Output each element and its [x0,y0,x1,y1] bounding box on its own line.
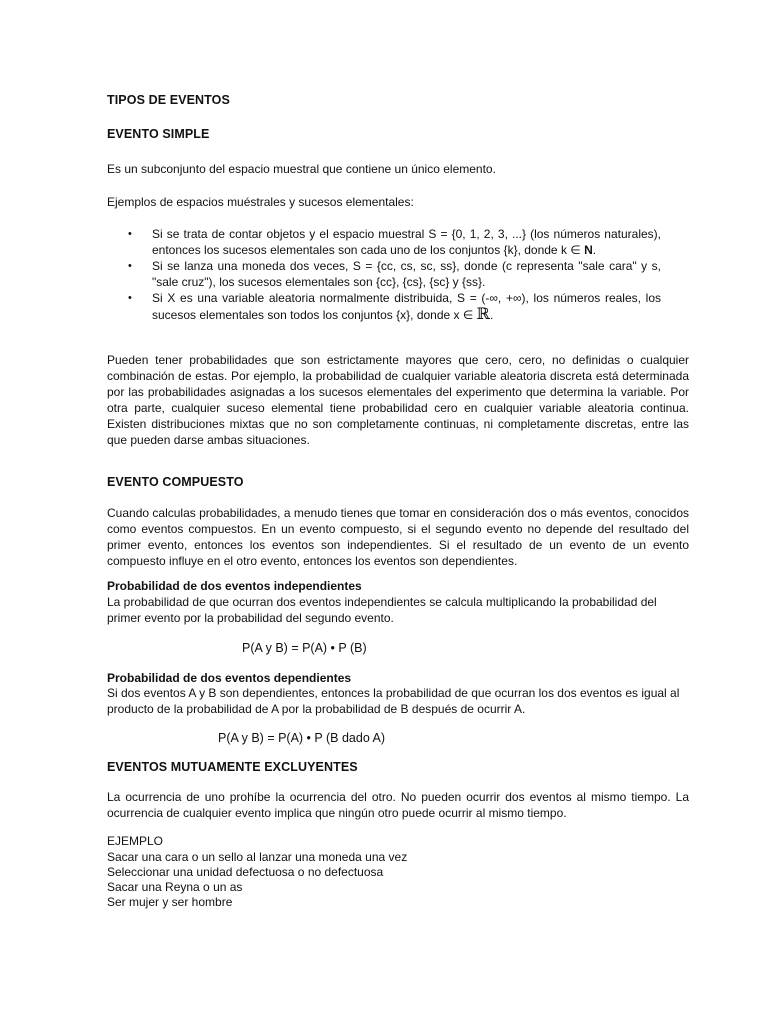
bullet-text: Si X es una variable aleatoria normalmente distribuida, S = (-∞, +∞), los números reales, los sucesos elementales son todos los conjuntos {x}, donde x ∈ [152,291,661,322]
bullet-icon: • [128,228,132,240]
examples-list [107,226,661,323]
examples-intro: Ejemplos de espacios muéstrales y sucesos elementales: [107,195,414,209]
list-item [107,290,661,323]
list-item [107,258,661,290]
bullet-text: Si se lanza una moneda dos veces, S = {cc, cs, sc, ss}, donde (c representa "sale cara" y s, "sale cruz"), los sucesos elementales son {cc}, {cs}, {sc} y {ss}. [152,259,661,289]
bullet-text: Si se trata de contar objetos y el espacio muestral S = {0, 1, 2, 3, ...} (los números naturales), entonces los sucesos elementales son cada uno de los conjuntos {k}, donde k ∈ [152,227,661,257]
bullet-tail: . [592,243,597,257]
independent-heading: Probabilidad de dos eventos independientes [107,579,362,593]
list-item [107,226,661,258]
example-line: Sacar una Reyna o un as [107,880,243,894]
independent-text: La probabilidad de que ocurran dos eventos independientes se calcula multiplicando la probabilidad del primer evento por la probabilidad del segundo evento. [107,595,657,625]
dependent-formula: P(A y B) = P(A) • P (B dado A) [218,731,386,745]
example-line: Sacar una cara o un sello al lanzar una moneda una vez [107,850,408,864]
excluyentes-paragraph: La ocurrencia de uno prohíbe la ocurrencia del otro. No pueden ocurrir dos eventos al mismo tiempo. La ocurrencia de cualquier evento implica que ningún otro puede ocurrir al mismo tiempo. [107,790,689,820]
example-label: EJEMPLO [107,834,164,848]
naturals-symbol: N [584,243,593,257]
dependent-text: Si dos eventos A y B son dependientes, entonces la probabilidad de que ocurran los dos eventos es igual al producto de la probabilidad de A por la probabilidad de B después de ocurrir A. [107,686,680,716]
document-title: TIPOS DE EVENTOS [107,93,230,107]
example-line: Ser mujer y ser hombre [107,895,233,909]
reals-symbol: ℝ [476,304,490,323]
simple-paragraph: Pueden tener probabilidades que son estrictamente mayores que cero, cero, no definidas o cualquier combinación de estas. Por ejemplo, la probabilidad de cualquier variable aleatoria discreta está determinada por las probabilidades asignadas a los sucesos elementales del experimento que determina la variable. Por otra parte, cualquier suceso elemental tiene probabilidad cero en cualquier variable aleatoria continua. Existen distribuciones mixtas que no son completamente continuas, ni completamente discretas, entre las que pueden darse ambas situaciones. [107,353,689,447]
heading-evento-simple: EVENTO SIMPLE [107,127,210,141]
dependent-heading: Probabilidad de dos eventos dependientes [107,671,352,685]
heading-excluyentes: EVENTOS MUTUAMENTE EXCLUYENTES [107,760,358,774]
bullet-icon: • [128,292,132,304]
bullet-icon: • [128,260,132,272]
bullet-tail: . [489,308,494,322]
heading-evento-compuesto: EVENTO COMPUESTO [107,475,244,489]
simple-definition: Es un subconjunto del espacio muestral que contiene un único elemento. [107,162,496,176]
independent-formula: P(A y B) = P(A) • P (B) [242,641,367,655]
example-line: Seleccionar una unidad defectuosa o no defectuosa [107,865,384,879]
compuesto-paragraph: Cuando calculas probabilidades, a menudo tienes que tomar en consideración dos o más eventos, conocidos como eventos compuestos. En un evento compuesto, si el segundo evento no depende del resultado del primer evento, entonces los eventos son independientes. Si el resultado de un evento de un evento compuesto influye en el otro evento, entonces los eventos son dependientes. [107,506,689,568]
